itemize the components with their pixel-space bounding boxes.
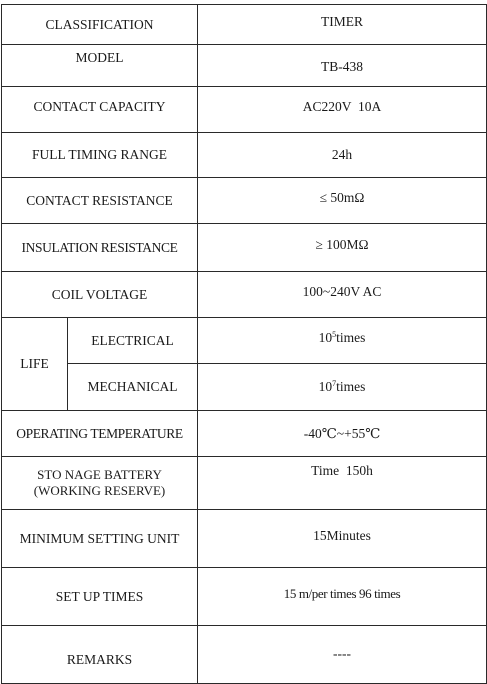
model-label: MODEL	[2, 45, 198, 87]
coil-voltage-value: 100~240V AC	[198, 272, 487, 318]
life-electrical-value	[198, 318, 487, 364]
table-row-classification	[2, 5, 487, 45]
insulation-resistance-value: ≥ 100MΩ	[198, 224, 487, 272]
classification-label: CLASSIFICATION	[2, 5, 198, 45]
table-row-contact-capacity	[2, 87, 487, 133]
set-up-times-value: 15 m/per times 96 times	[198, 568, 487, 626]
table-row-storage-battery	[2, 457, 487, 510]
table-row-set-up-times	[2, 568, 487, 626]
life-electrical-exponent: 5	[332, 329, 337, 339]
coil-voltage-label: COIL VOLTAGE	[2, 272, 198, 318]
table-row-insulation-resistance	[2, 224, 487, 272]
life-electrical-base: 10	[318, 329, 333, 345]
storage-battery-value: Time 150h	[198, 457, 487, 510]
life-label: LIFE	[2, 318, 68, 411]
contact-resistance-label: CONTACT RESISTANCE	[2, 178, 198, 224]
life-mechanical-label: MECHANICAL	[68, 364, 198, 411]
table-row-coil-voltage	[2, 272, 487, 318]
set-up-times-label: SET UP TIMES	[2, 568, 198, 626]
table-row-contact-resistance	[2, 178, 487, 224]
table-row-full-timing-range	[2, 133, 487, 178]
model-value: TB-438	[198, 45, 487, 87]
minimum-setting-unit-value: 15Minutes	[198, 510, 487, 568]
life-electrical-label: ELECTRICAL	[68, 318, 198, 364]
storage-battery-label-line2: (WORKING RESERVE)	[33, 483, 166, 498]
life-mechanical-exponent: 7	[332, 379, 337, 388]
operating-temperature-value: -40℃~+55℃	[198, 411, 487, 457]
life-electrical-unit: times	[336, 329, 366, 345]
life-mechanical-base: 10	[318, 379, 333, 394]
table-row-remarks	[2, 626, 487, 684]
full-timing-range-label: FULL TIMING RANGE	[2, 133, 198, 178]
life-mechanical-value	[198, 364, 487, 411]
spec-table	[1, 4, 487, 684]
storage-battery-label-line1: STO NAGE BATTERY	[37, 467, 162, 482]
remarks-value: ----	[198, 626, 487, 684]
remarks-label: REMARKS	[2, 626, 198, 684]
insulation-resistance-label: INSULATION RESISTANCE	[2, 224, 198, 272]
table-row-model	[2, 45, 487, 87]
contact-capacity-label: CONTACT CAPACITY	[2, 87, 198, 133]
table-row-minimum-setting-unit	[2, 510, 487, 568]
storage-battery-label	[2, 457, 198, 510]
minimum-setting-unit-label: MINIMUM SETTING UNIT	[2, 510, 198, 568]
table-row-life-mechanical	[2, 364, 487, 411]
life-mechanical-unit: times	[336, 379, 366, 394]
operating-temperature-label: OPERATING TEMPERATURE	[2, 411, 198, 457]
full-timing-range-value: 24h	[198, 133, 487, 178]
contact-capacity-value: AC220V 10A	[198, 87, 487, 133]
contact-resistance-value: ≤ 50mΩ	[198, 178, 487, 224]
table-row-life-electrical	[2, 318, 487, 364]
classification-value: TIMER	[198, 5, 487, 45]
table-row-operating-temperature	[2, 411, 487, 457]
